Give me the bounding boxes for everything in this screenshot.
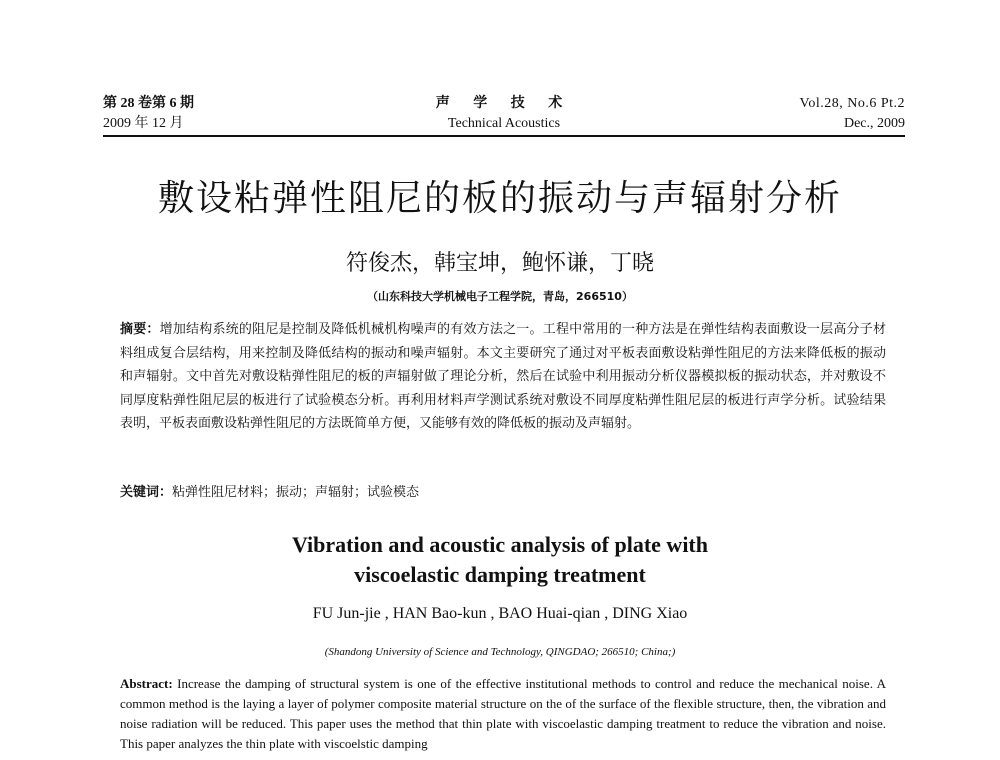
issue-date-en: Dec., 2009 [843, 116, 905, 131]
keywords-cn [120, 484, 886, 502]
paper-title-en-line1: Vibration and acoustic analysis of plate with [291, 532, 708, 557]
abstract-cn-label: 摘要： [120, 322, 160, 337]
abstract-en-label: Abstract: [120, 676, 173, 691]
paper-title-en [0, 530, 1000, 590]
affiliation-en: (Shandong University of Science and Technology, QINGDAO; 266510; China;) [324, 646, 676, 658]
journal-name-cn: 声 学 技 术 [435, 96, 573, 111]
authors-en: FU Jun-jie , HAN Bao-kun , BAO Huai-qian , DING Xiao [312, 605, 688, 622]
abstract-en [120, 674, 886, 754]
volume-info-en [800, 94, 905, 134]
journal-name [103, 94, 905, 134]
header-rule [103, 135, 905, 137]
abstract-cn [120, 318, 886, 436]
volume-issue: 第 28 卷第 6 期 [103, 96, 194, 111]
journal-header [103, 94, 905, 134]
volume-number-en: Vol.28, No.6 Pt.2 [799, 96, 905, 111]
keywords-cn-label: 关键词： [120, 485, 173, 500]
authors-cn: 符俊杰，韩宝坤，鲍怀谦，丁晓 [345, 251, 654, 276]
abstract-cn-text: 增加结构系统的阻尼是控制及降低机械机构噪声的有效方法之一。工程中常用的一种方法是在弹性结构表面敷设一层高分子材料组成复合层结构，用来控制及降低结构的振动和噪声辐射。本文主要研究了通过对平板表面敷设粘弹性阻尼的方法来降低板的振动和声辐射。文中首先对敷设粘弹性阻尼的板的声辐射做了理论分析，然后在试验中利用振动分析仪器模拟板的振动状态，并对敷设不同厚度粘弹性阻尼层的板进行了试验模态分析。再利用材料声学测试系统对敷设不同厚度粘弹性阻尼层的板进行声学分析。试验结果表明，平板表面敷设粘弹性阻尼的方法既简单方便，又能够有效的降低板的振动及声辐射。 [120, 322, 886, 431]
paper-title-cn: 敷设粘弹性阻尼的板的振动与声辐射分析 [157, 178, 842, 219]
issue-date-cn: 2009 年 12 月 [103, 116, 184, 131]
keywords-cn-text: 粘弹性阻尼材料；振动；声辐射；试验模态 [172, 485, 420, 500]
journal-name-en: Technical Acoustics [447, 116, 561, 131]
abstract-en-text: Increase the damping of structural system is one of the effective institutional methods to control and reduce the mechanical noise. A common method is the laying a layer of polymer composite material structure on the of the surface of the flexible structure, then, the vibration and noise radiation will be reduced. This paper uses the method that thin plate with viscoelastic damping treatment to reduce the vibration and noise. This paper analyzes the thin plate with viscoelstic damping [120, 676, 887, 751]
affiliation-cn: （山东科技大学机械电子工程学院，青岛，266510） [367, 290, 633, 303]
paper-title-en-line2: viscoelastic damping treatment [354, 562, 646, 587]
